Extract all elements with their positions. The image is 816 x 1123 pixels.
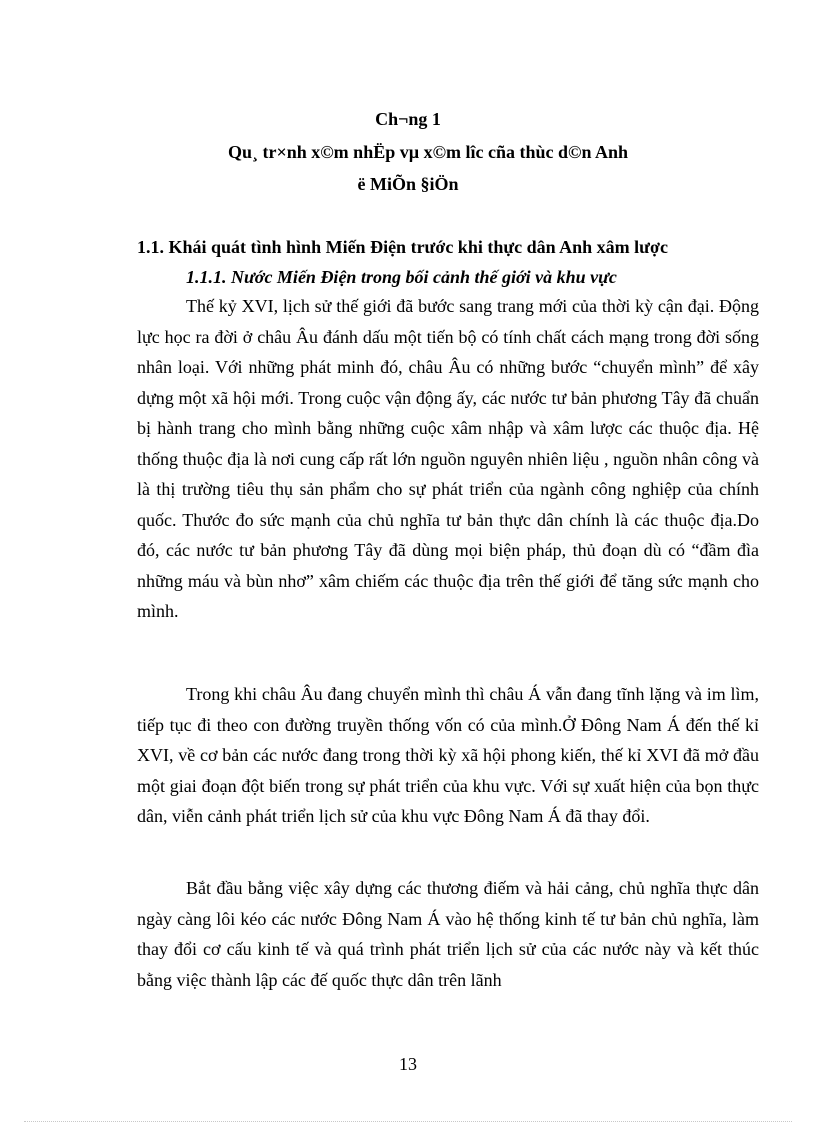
body-paragraph: Bắt đầu bằng việc xây dựng các thương điếm và hải cảng, chủ nghĩa thực dân ngày càng lôi kéo các nước Đông Nam Á vào hệ thống kinh tế tư bản chủ nghĩa, làm thay đổi cơ cấu kinh tế và quá trình phát triển lịch sử của các nước này và kết thúc bằng việc thành lập các đế quốc thực dân trên lãnh	[137, 878, 759, 990]
chapter-number: Ch¬ng 1	[375, 109, 441, 129]
subsection-heading: 1.1.1. Nước Miến Điện trong bối cảnh thế giới và khu vực	[186, 267, 617, 287]
section-heading: 1.1. Khái quát tình hình Miến Điện trước khi thực dân Anh xâm lược	[137, 237, 668, 257]
chapter-title-line-2: ë MiÕn §iÖn	[357, 174, 459, 194]
body-paragraph: Trong khi châu Âu đang chuyển mình thì châu Á vẫn đang tĩnh lặng và im lìm, tiếp tục đi theo con đường truyền thống vốn có của mình.Ở Đông Nam Á đến thế kỉ XVI, về cơ bản các nước đang trong thời kỳ xã hội phong kiến, thế kỉ XVI đã mở đầu một giai đoạn đột biến trong sự phát triển của khu vực. Với sự xuất hiện của bọn thực dân, viễn cảnh phát triển lịch sử của khu vực Đông Nam Á đã thay đổi.	[137, 684, 759, 826]
page-number: 13	[399, 1054, 417, 1074]
chapter-title-line-1: Qu¸ tr×nh x©m nhËp vµ x©m lîc cña thùc d©n Anh	[227, 142, 629, 162]
page-divider	[24, 1121, 792, 1122]
body-paragraph: Thế kỷ XVI, lịch sử thế giới đã bước sang trang mới của thời kỳ cận đại. Động lực học ra đời ở châu Âu đánh dấu một tiến bộ có tính chất cách mạng trong đời sống nhân loại. Với những phát minh đó, châu Âu có những bước “chuyển mình” để xây dựng một xã hội mới. Trong cuộc vận động ấy, các nước tư bản phương Tây đã chuẩn bị hành trang cho mình bằng những cuộc xâm nhập và xâm lược các thuộc địa. Hệ thống thuộc địa là nơi cung cấp rất lớn nguồn nguyên nhiên liệu , nguồn nhân công và là thị trường tiêu thụ sản phẩm cho sự phát triển của ngành công nghiệp của chính quốc. Thước đo sức mạnh của chủ nghĩa tư bản thực dân chính là các thuộc địa.Do đó, các nước tư bản phương Tây đã dùng mọi biện pháp, thủ đoạn dù có “đầm đìa những máu và bùn nhơ” xâm chiếm các thuộc địa trên thế giới để tăng sức mạnh cho mình.	[137, 296, 759, 621]
